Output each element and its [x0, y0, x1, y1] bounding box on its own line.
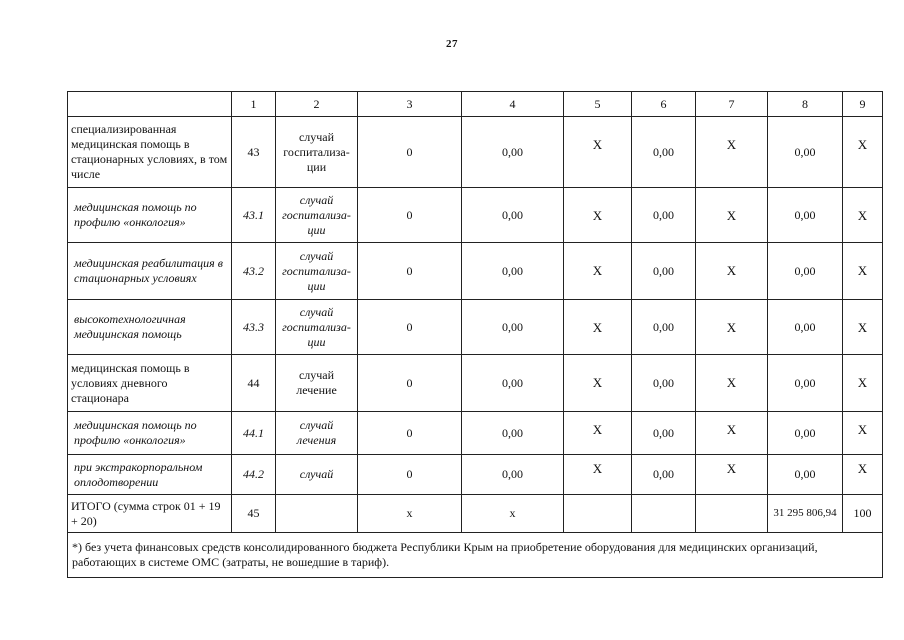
header-cell: 9 — [843, 92, 883, 117]
cell-col4: 0,00 — [462, 300, 564, 355]
cell-col4: 0,00 — [462, 117, 564, 188]
row-name: при экстракорпоральном оплодотворении — [68, 455, 232, 495]
cell-col7: X — [696, 117, 768, 188]
table-row-total — [68, 495, 883, 533]
total-col3: x — [358, 495, 462, 533]
row-number: 43.2 — [232, 243, 276, 300]
cell-col8: 0,00 — [768, 188, 843, 243]
cell-col6: 0,00 — [632, 455, 696, 495]
cell-col4: 0,00 — [462, 455, 564, 495]
cell-col5: X — [564, 188, 632, 243]
row-name: медицинская реабилитация в стационарных условиях — [68, 243, 232, 300]
table-row — [68, 300, 883, 355]
cell-col7: X — [696, 355, 768, 412]
row-unit: случай лечение — [276, 355, 358, 412]
row-unit: случай — [276, 455, 358, 495]
row-number: 43.3 — [232, 300, 276, 355]
header-cell: 4 — [462, 92, 564, 117]
cell-col6: 0,00 — [632, 243, 696, 300]
cell-col3: 0 — [358, 188, 462, 243]
row-unit: случай госпитализа-ции — [276, 117, 358, 188]
total-share: 100 — [843, 495, 883, 533]
cell-col3: 0 — [358, 117, 462, 188]
row-number: 43.1 — [232, 188, 276, 243]
cell-col9: X — [843, 300, 883, 355]
row-unit: случай госпитализа-ции — [276, 300, 358, 355]
cell-col5: X — [564, 355, 632, 412]
header-cell: 7 — [696, 92, 768, 117]
cell-col5: X — [564, 455, 632, 495]
cell-col9: X — [843, 412, 883, 455]
cell-col9: X — [843, 117, 883, 188]
row-number: 44.1 — [232, 412, 276, 455]
cell-col3: 0 — [358, 243, 462, 300]
total-amount: 31 295 806,94 — [768, 495, 843, 533]
total-col5 — [564, 495, 632, 533]
cell-col6: 0,00 — [632, 300, 696, 355]
cell-col9: X — [843, 355, 883, 412]
cell-col7: X — [696, 188, 768, 243]
row-name: медицинская помощь в условиях дневного стационара — [68, 355, 232, 412]
header-cell: 5 — [564, 92, 632, 117]
header-cell: 3 — [358, 92, 462, 117]
page-number: 27 — [446, 38, 458, 50]
total-col7 — [696, 495, 768, 533]
cell-col4: 0,00 — [462, 355, 564, 412]
cell-col4: 0,00 — [462, 188, 564, 243]
row-number: 44.2 — [232, 455, 276, 495]
header-cell-empty — [68, 92, 232, 117]
cell-col8: 0,00 — [768, 412, 843, 455]
row-name: специализированная медицинская помощь в стационарных условиях, в том числе — [68, 117, 232, 188]
cell-col7: X — [696, 243, 768, 300]
cell-col4: 0,00 — [462, 243, 564, 300]
header-cell: 2 — [276, 92, 358, 117]
total-unit — [276, 495, 358, 533]
header-cell: 8 — [768, 92, 843, 117]
cell-col9: X — [843, 455, 883, 495]
cell-col8: 0,00 — [768, 355, 843, 412]
header-cell: 6 — [632, 92, 696, 117]
cell-col8: 0,00 — [768, 243, 843, 300]
cell-col4: 0,00 — [462, 412, 564, 455]
row-unit: случай госпитализа-ции — [276, 243, 358, 300]
cell-col5: X — [564, 412, 632, 455]
cell-col6: 0,00 — [632, 412, 696, 455]
cell-col8: 0,00 — [768, 300, 843, 355]
cell-col8: 0,00 — [768, 117, 843, 188]
total-col4: x — [462, 495, 564, 533]
row-unit: случай госпитализа-ции — [276, 188, 358, 243]
table-row — [68, 455, 883, 495]
cell-col9: X — [843, 188, 883, 243]
cell-col6: 0,00 — [632, 117, 696, 188]
row-name: медицинская помощь по профилю «онкология» — [68, 188, 232, 243]
cell-col5: X — [564, 300, 632, 355]
row-name: медицинская помощь по профилю «онкология» — [68, 412, 232, 455]
total-col6 — [632, 495, 696, 533]
cell-col3: 0 — [358, 455, 462, 495]
row-name: высокотехнологичная медицинская помощь — [68, 300, 232, 355]
footnote: *) без учета финансовых средств консолидированного бюджета Республики Крым на приобретение оборудования для медицинских организаций, работающих в системе ОМС (затраты, не вошедшие в тариф). — [68, 533, 883, 578]
cell-col9: X — [843, 243, 883, 300]
row-number: 43 — [232, 117, 276, 188]
cell-col6: 0,00 — [632, 355, 696, 412]
table-row — [68, 355, 883, 412]
table-row — [68, 188, 883, 243]
total-label: ИТОГО (сумма строк 01 + 19 + 20) — [68, 495, 232, 533]
cell-col5: X — [564, 243, 632, 300]
cell-col7: X — [696, 412, 768, 455]
total-row-number: 45 — [232, 495, 276, 533]
financing-table — [67, 91, 883, 578]
cell-col7: X — [696, 455, 768, 495]
footnote-row — [68, 533, 883, 578]
table-row — [68, 412, 883, 455]
header-cell: 1 — [232, 92, 276, 117]
cell-col7: X — [696, 300, 768, 355]
cell-col3: 0 — [358, 355, 462, 412]
cell-col3: 0 — [358, 412, 462, 455]
row-number: 44 — [232, 355, 276, 412]
cell-col6: 0,00 — [632, 188, 696, 243]
row-unit: случай лечения — [276, 412, 358, 455]
table-row — [68, 117, 883, 188]
table-header-row — [68, 92, 883, 117]
cell-col5: X — [564, 117, 632, 188]
cell-col3: 0 — [358, 300, 462, 355]
cell-col8: 0,00 — [768, 455, 843, 495]
table-row — [68, 243, 883, 300]
